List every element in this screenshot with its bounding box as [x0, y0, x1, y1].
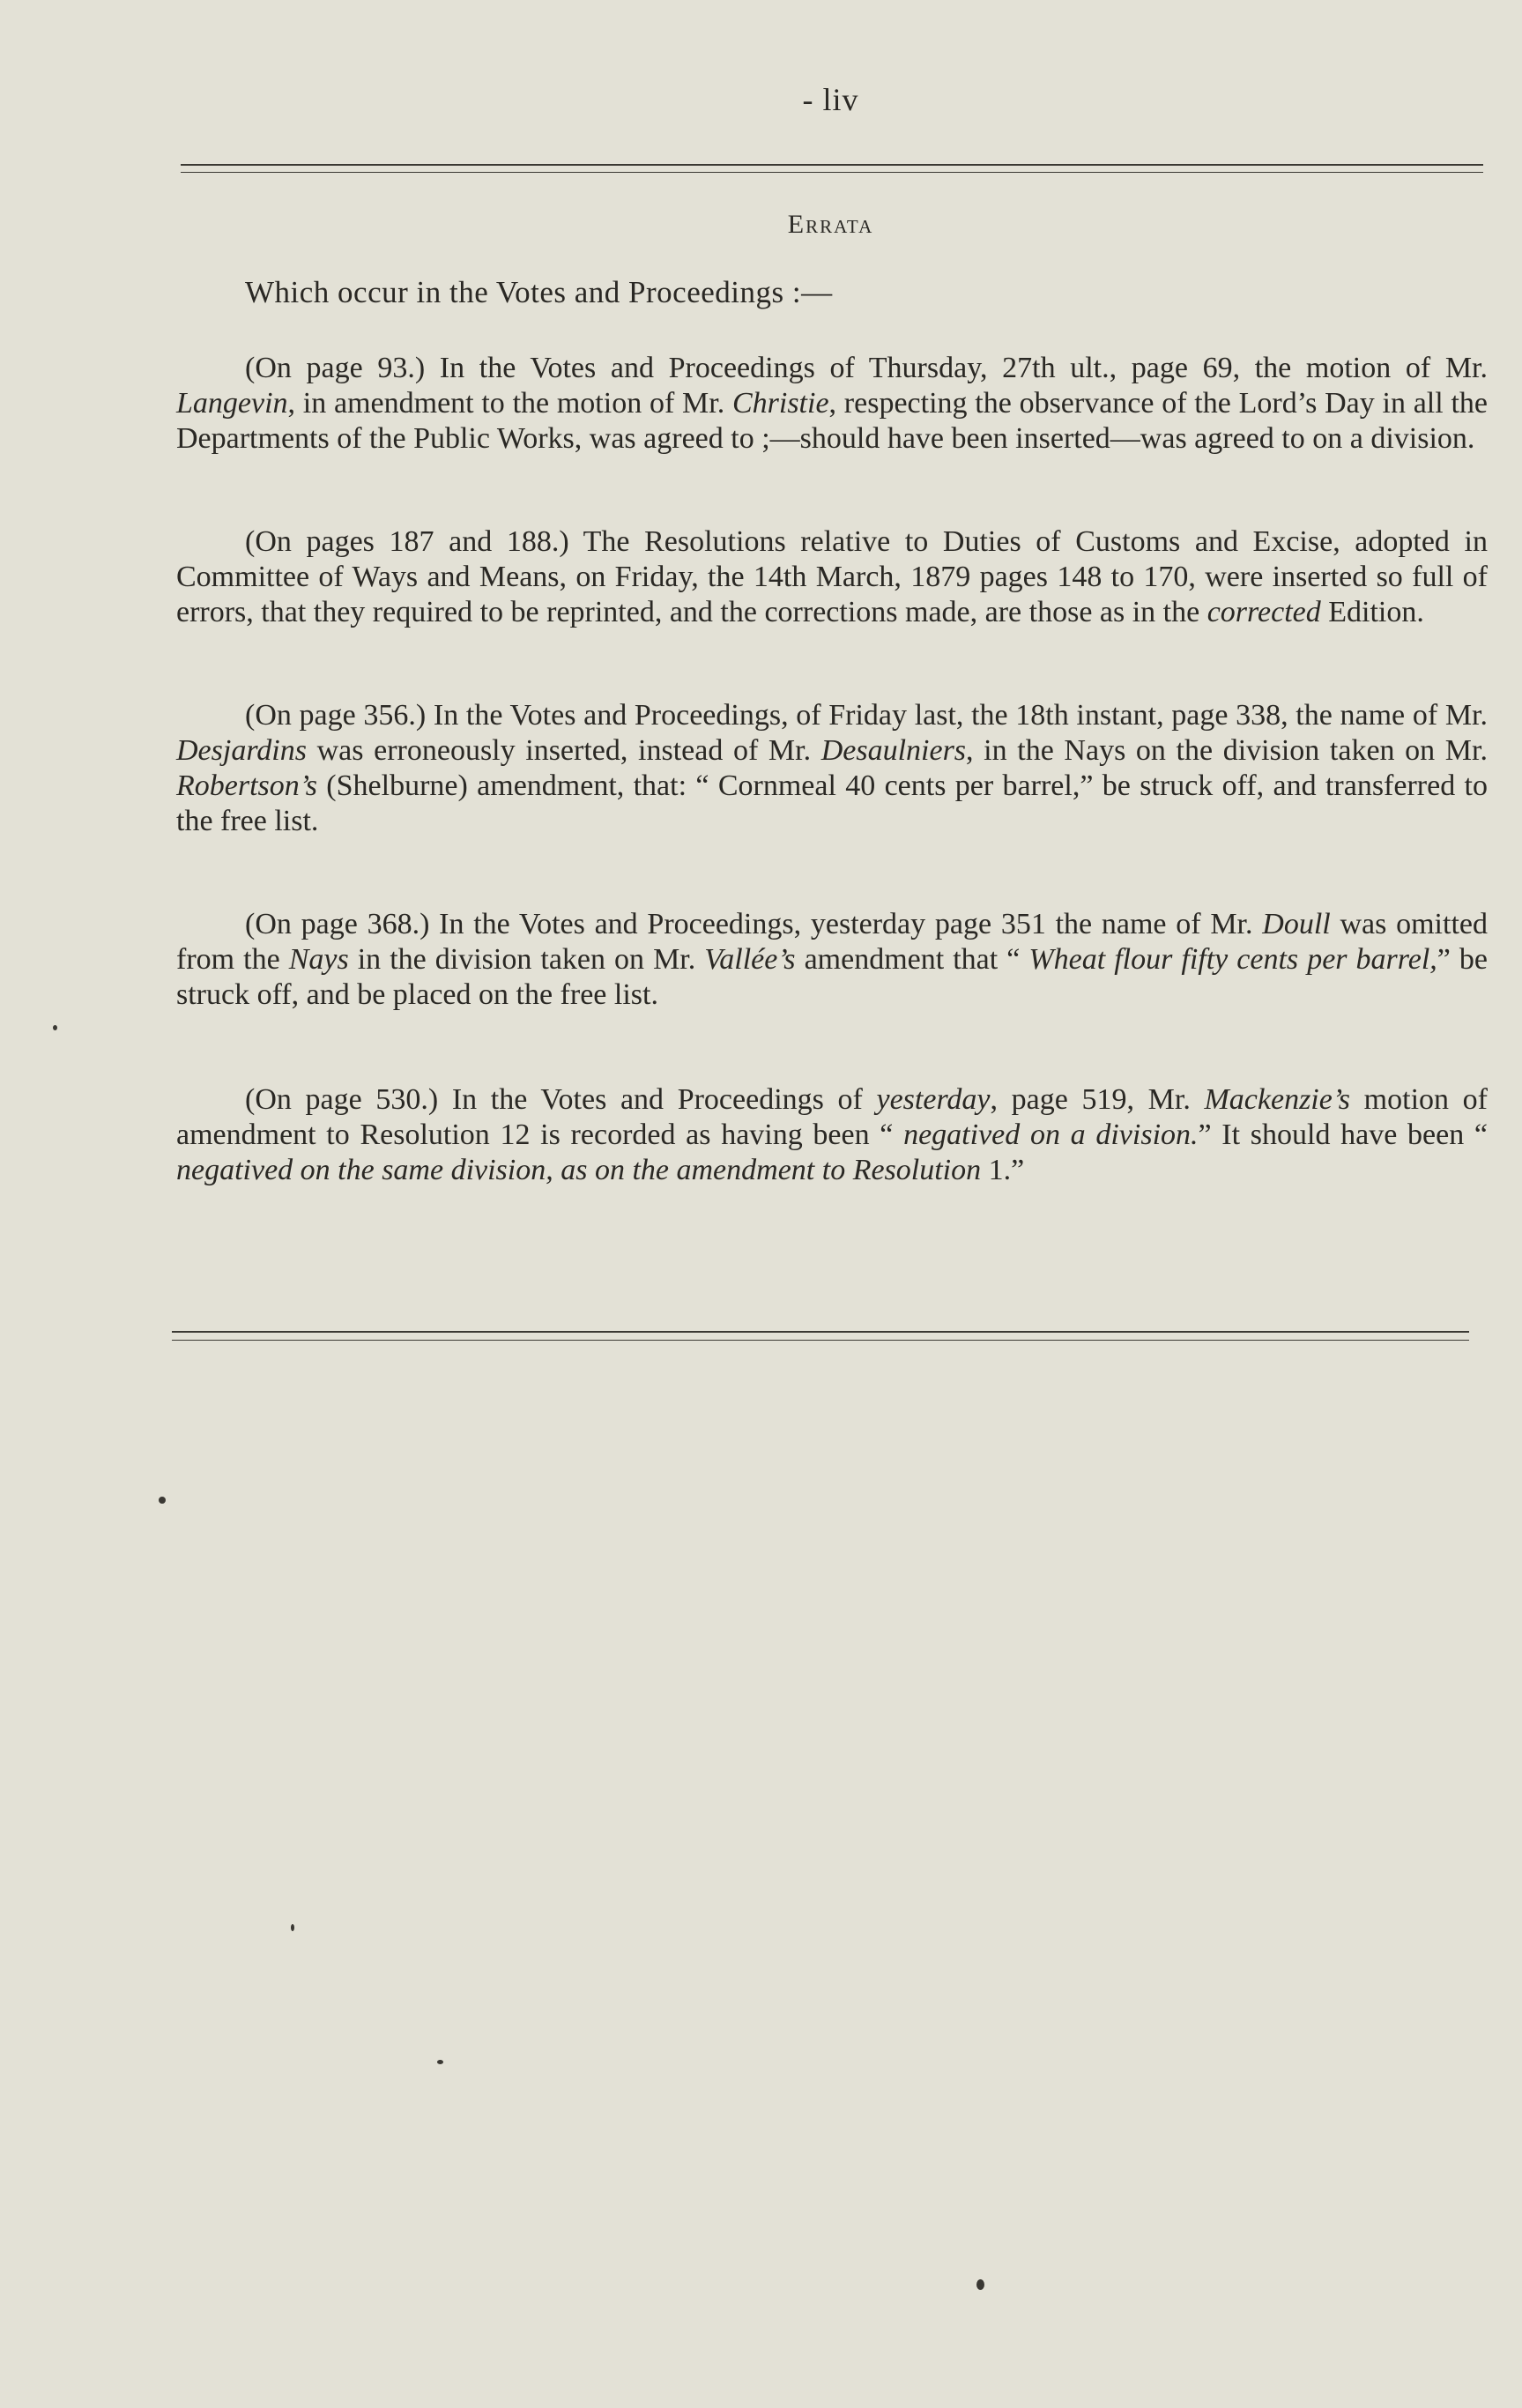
- entry-text: motion of amendment to Resolution 12 is recorded as having been “: [176, 1083, 1488, 1151]
- print-speck: [159, 1497, 166, 1504]
- erratum-entry: [176, 907, 1488, 1013]
- erratum-entry: [176, 698, 1488, 839]
- entry-text: (On page 356.) In the Votes and Proceedings, of Friday last, the 18th instant, page 338, the name of Mr.: [245, 699, 1488, 732]
- entry-text: (On page 93.) In the Votes and Proceedings of Thursday, 27th ult., page 69, the motion of Mr.: [245, 352, 1488, 384]
- entry-text: ” be struck off, and be placed on the free list.: [176, 943, 1488, 1011]
- entry-text: (Shelburne) amendment, that: “ Cornmeal 40 cents per barrel,” be struck off, and transferred to the free list.: [176, 769, 1488, 837]
- bottom-double-rule-lower: [172, 1340, 1469, 1341]
- entry-text: ” It should have been “: [1198, 1119, 1488, 1151]
- member-name: Vallée’s: [704, 943, 796, 976]
- member-name: Doull: [1262, 908, 1331, 940]
- entry-text: in the division taken on Mr.: [348, 943, 705, 976]
- member-name: Langevin: [176, 387, 288, 420]
- entry-text: , respecting the observance of the Lord’s Day in all the Departments of the Public Works, was agreed to ;—should have been inserted—was agreed to on a division.: [176, 387, 1488, 455]
- entry-text: 1.”: [981, 1154, 1025, 1186]
- errata-heading: Errata: [787, 210, 874, 239]
- quoted-correction: negatived on the same division, as on the amendment to Resolution: [176, 1154, 982, 1186]
- entry-text: was erroneously inserted, instead of Mr.: [306, 734, 821, 767]
- emphasis-text: yesterday: [876, 1083, 991, 1116]
- erratum-entry: [176, 1082, 1488, 1188]
- entry-text: , page 519, Mr.: [990, 1083, 1205, 1116]
- member-name: Christie: [731, 387, 829, 420]
- print-speck: [291, 1924, 294, 1931]
- entry-text: , in amendment to the motion of Mr.: [287, 387, 732, 420]
- entry-text: , in the Nays on the division taken on Mr.: [966, 734, 1488, 767]
- member-name: Robertson’s: [176, 769, 317, 802]
- intro-line: Which occur in the Votes and Proceedings :—: [245, 275, 833, 309]
- print-speck: [437, 2060, 443, 2064]
- erratum-entry: [176, 351, 1488, 457]
- bottom-double-rule-upper: [172, 1331, 1469, 1333]
- emphasis-text: corrected: [1206, 596, 1321, 628]
- page-number: - liv: [802, 82, 859, 117]
- member-name: Mackenzie’s: [1204, 1083, 1351, 1116]
- print-speck: [976, 2279, 984, 2290]
- member-name: Desaulniers: [820, 734, 967, 767]
- entry-text: (On page 530.) In the Votes and Proceedings of: [245, 1083, 877, 1116]
- print-speck: [53, 1025, 57, 1030]
- erratum-entry: [176, 524, 1488, 630]
- top-double-rule-upper: [181, 164, 1483, 166]
- entry-text: was omitted from the: [176, 908, 1488, 976]
- entry-text: Edition.: [1320, 596, 1424, 628]
- entry-text: amendment that “: [795, 943, 1029, 976]
- emphasis-text: Nays: [288, 943, 349, 976]
- entry-text: (On pages 187 and 188.) The Resolutions relative to Duties of Customs and Excise, adopted in Committee of Ways and Means, on Friday, the 14th March, 1879 pages 148 to 170, were inserted so full of errors, that they required to be reprinted, and the corrections made, are those as in the: [176, 525, 1488, 628]
- quoted-amendment: Wheat flour fifty cents per barrel,: [1028, 943, 1437, 976]
- entry-text: (On page 368.) In the Votes and Proceedings, yesterday page 351 the name of Mr.: [245, 908, 1263, 940]
- quoted-record: negatived on a division.: [903, 1119, 1199, 1151]
- member-name: Desjardins: [176, 734, 307, 767]
- top-double-rule-lower: [181, 172, 1483, 173]
